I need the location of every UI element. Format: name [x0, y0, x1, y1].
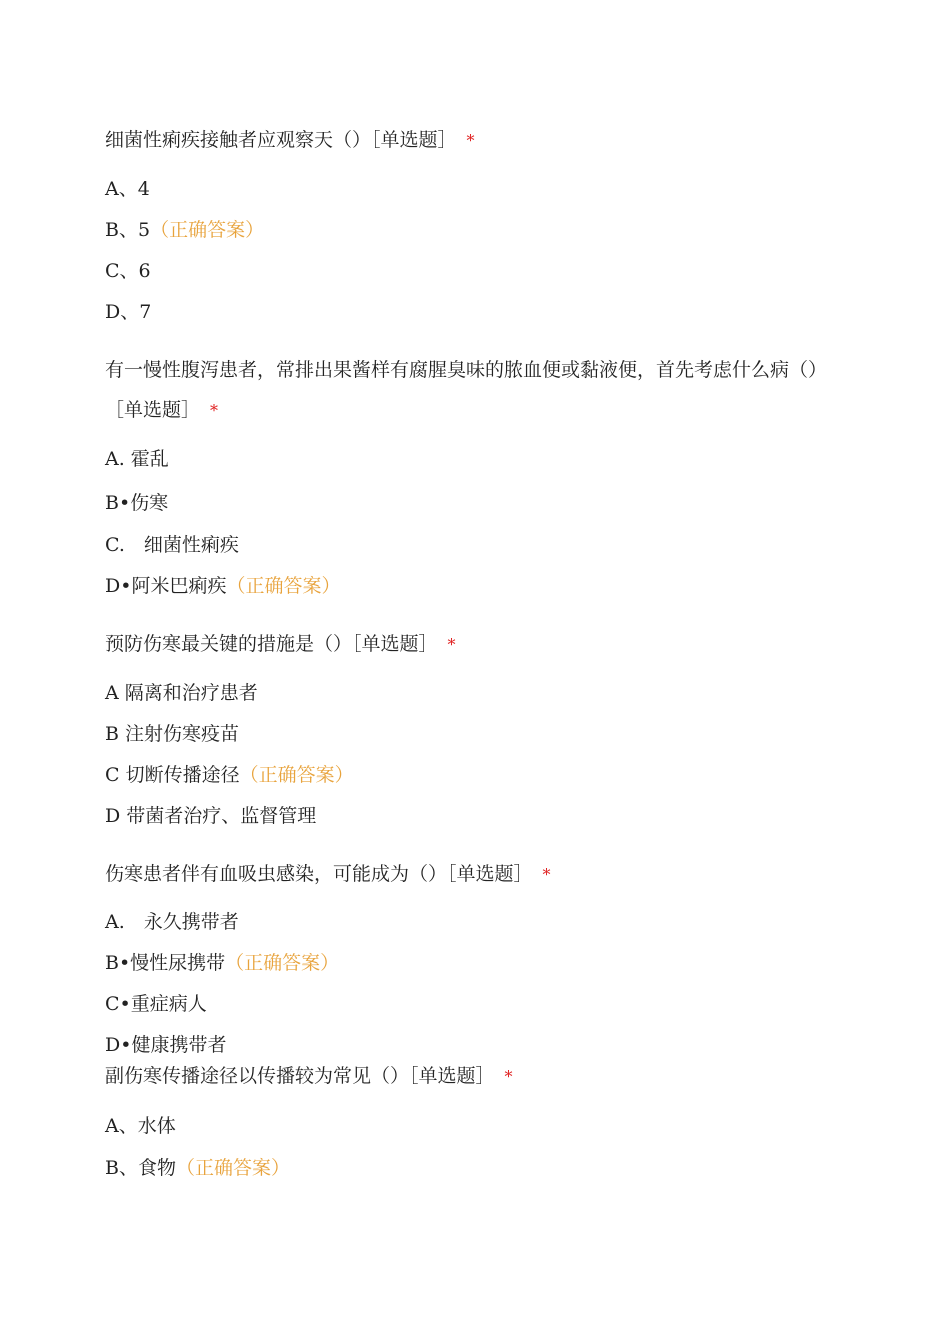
option-item: [105, 217, 264, 243]
question-text: 预防伤寒最关键的措施是（）［单选题］: [105, 633, 438, 655]
question-text: 伤寒患者伴有血吸虫感染，可能成为（）［单选题］: [105, 863, 533, 885]
option-text: B、食物: [105, 1157, 176, 1179]
option-text: A、水体: [105, 1115, 176, 1137]
option-item: [105, 991, 207, 1017]
option-text: A. 霍乱: [105, 448, 169, 470]
question-title: [105, 350, 845, 431]
question-title: [105, 861, 551, 888]
option-item: [105, 176, 150, 202]
question-title: [105, 631, 456, 658]
option-text: A、4: [105, 178, 150, 200]
option-item: [105, 573, 340, 599]
option-text: B•伤寒: [105, 492, 169, 514]
option-text: C•重症病人: [105, 993, 207, 1015]
correct-answer-note: （正确答案）: [150, 219, 265, 241]
required-asterisk: *: [447, 635, 456, 654]
required-asterisk: *: [466, 131, 475, 150]
option-text: D•阿米巴痢疾: [105, 575, 227, 597]
question-title: [105, 1063, 513, 1090]
correct-answer-note: （正确答案）: [239, 764, 354, 786]
option-item: [105, 680, 258, 706]
option-item: [105, 909, 239, 935]
option-item: [105, 532, 239, 558]
option-item: [105, 721, 239, 747]
option-item: [105, 1113, 176, 1139]
option-text: A. 永久携带者: [105, 911, 239, 933]
option-text: D、7: [105, 301, 152, 323]
option-item: [105, 258, 151, 284]
correct-answer-note: （正确答案）: [175, 1157, 290, 1179]
option-text: B、5: [105, 219, 151, 241]
option-item: [105, 803, 316, 829]
option-text: D•健康携带者: [105, 1034, 227, 1056]
option-text: C. 细菌性痢疾: [105, 534, 239, 556]
question-text: 副伤寒传播途径以传播较为常见（）［单选题］: [105, 1065, 495, 1087]
option-item: [105, 1155, 290, 1181]
option-item: [105, 299, 151, 325]
option-item: [105, 762, 354, 788]
correct-answer-note: （正确答案）: [226, 575, 341, 597]
option-text: A 隔离和治疗患者: [105, 682, 258, 704]
required-asterisk: *: [210, 401, 219, 420]
option-item: [105, 490, 168, 516]
option-item: [105, 1032, 226, 1058]
option-item: [105, 950, 339, 976]
option-text: D 带菌者治疗、监督管理: [105, 805, 317, 827]
required-asterisk: *: [504, 1067, 513, 1086]
option-text: B•慢性尿携带: [105, 952, 226, 974]
question-text: 细菌性痢疾接触者应观察天（）［单选题］: [105, 129, 457, 151]
option-text: C、6: [105, 260, 151, 282]
required-asterisk: *: [542, 865, 551, 884]
correct-answer-note: （正确答案）: [225, 952, 340, 974]
option-text: B 注射伤寒疫苗: [105, 723, 240, 745]
option-item: [105, 446, 169, 472]
option-text: C 切断传播途径: [105, 764, 240, 786]
question-text: 有一慢性腹泻患者，常排出果酱样有腐腥臭味的脓血便或黏液便，首先考虑什么病（）［单选题］: [105, 359, 828, 421]
question-title: [105, 127, 475, 154]
